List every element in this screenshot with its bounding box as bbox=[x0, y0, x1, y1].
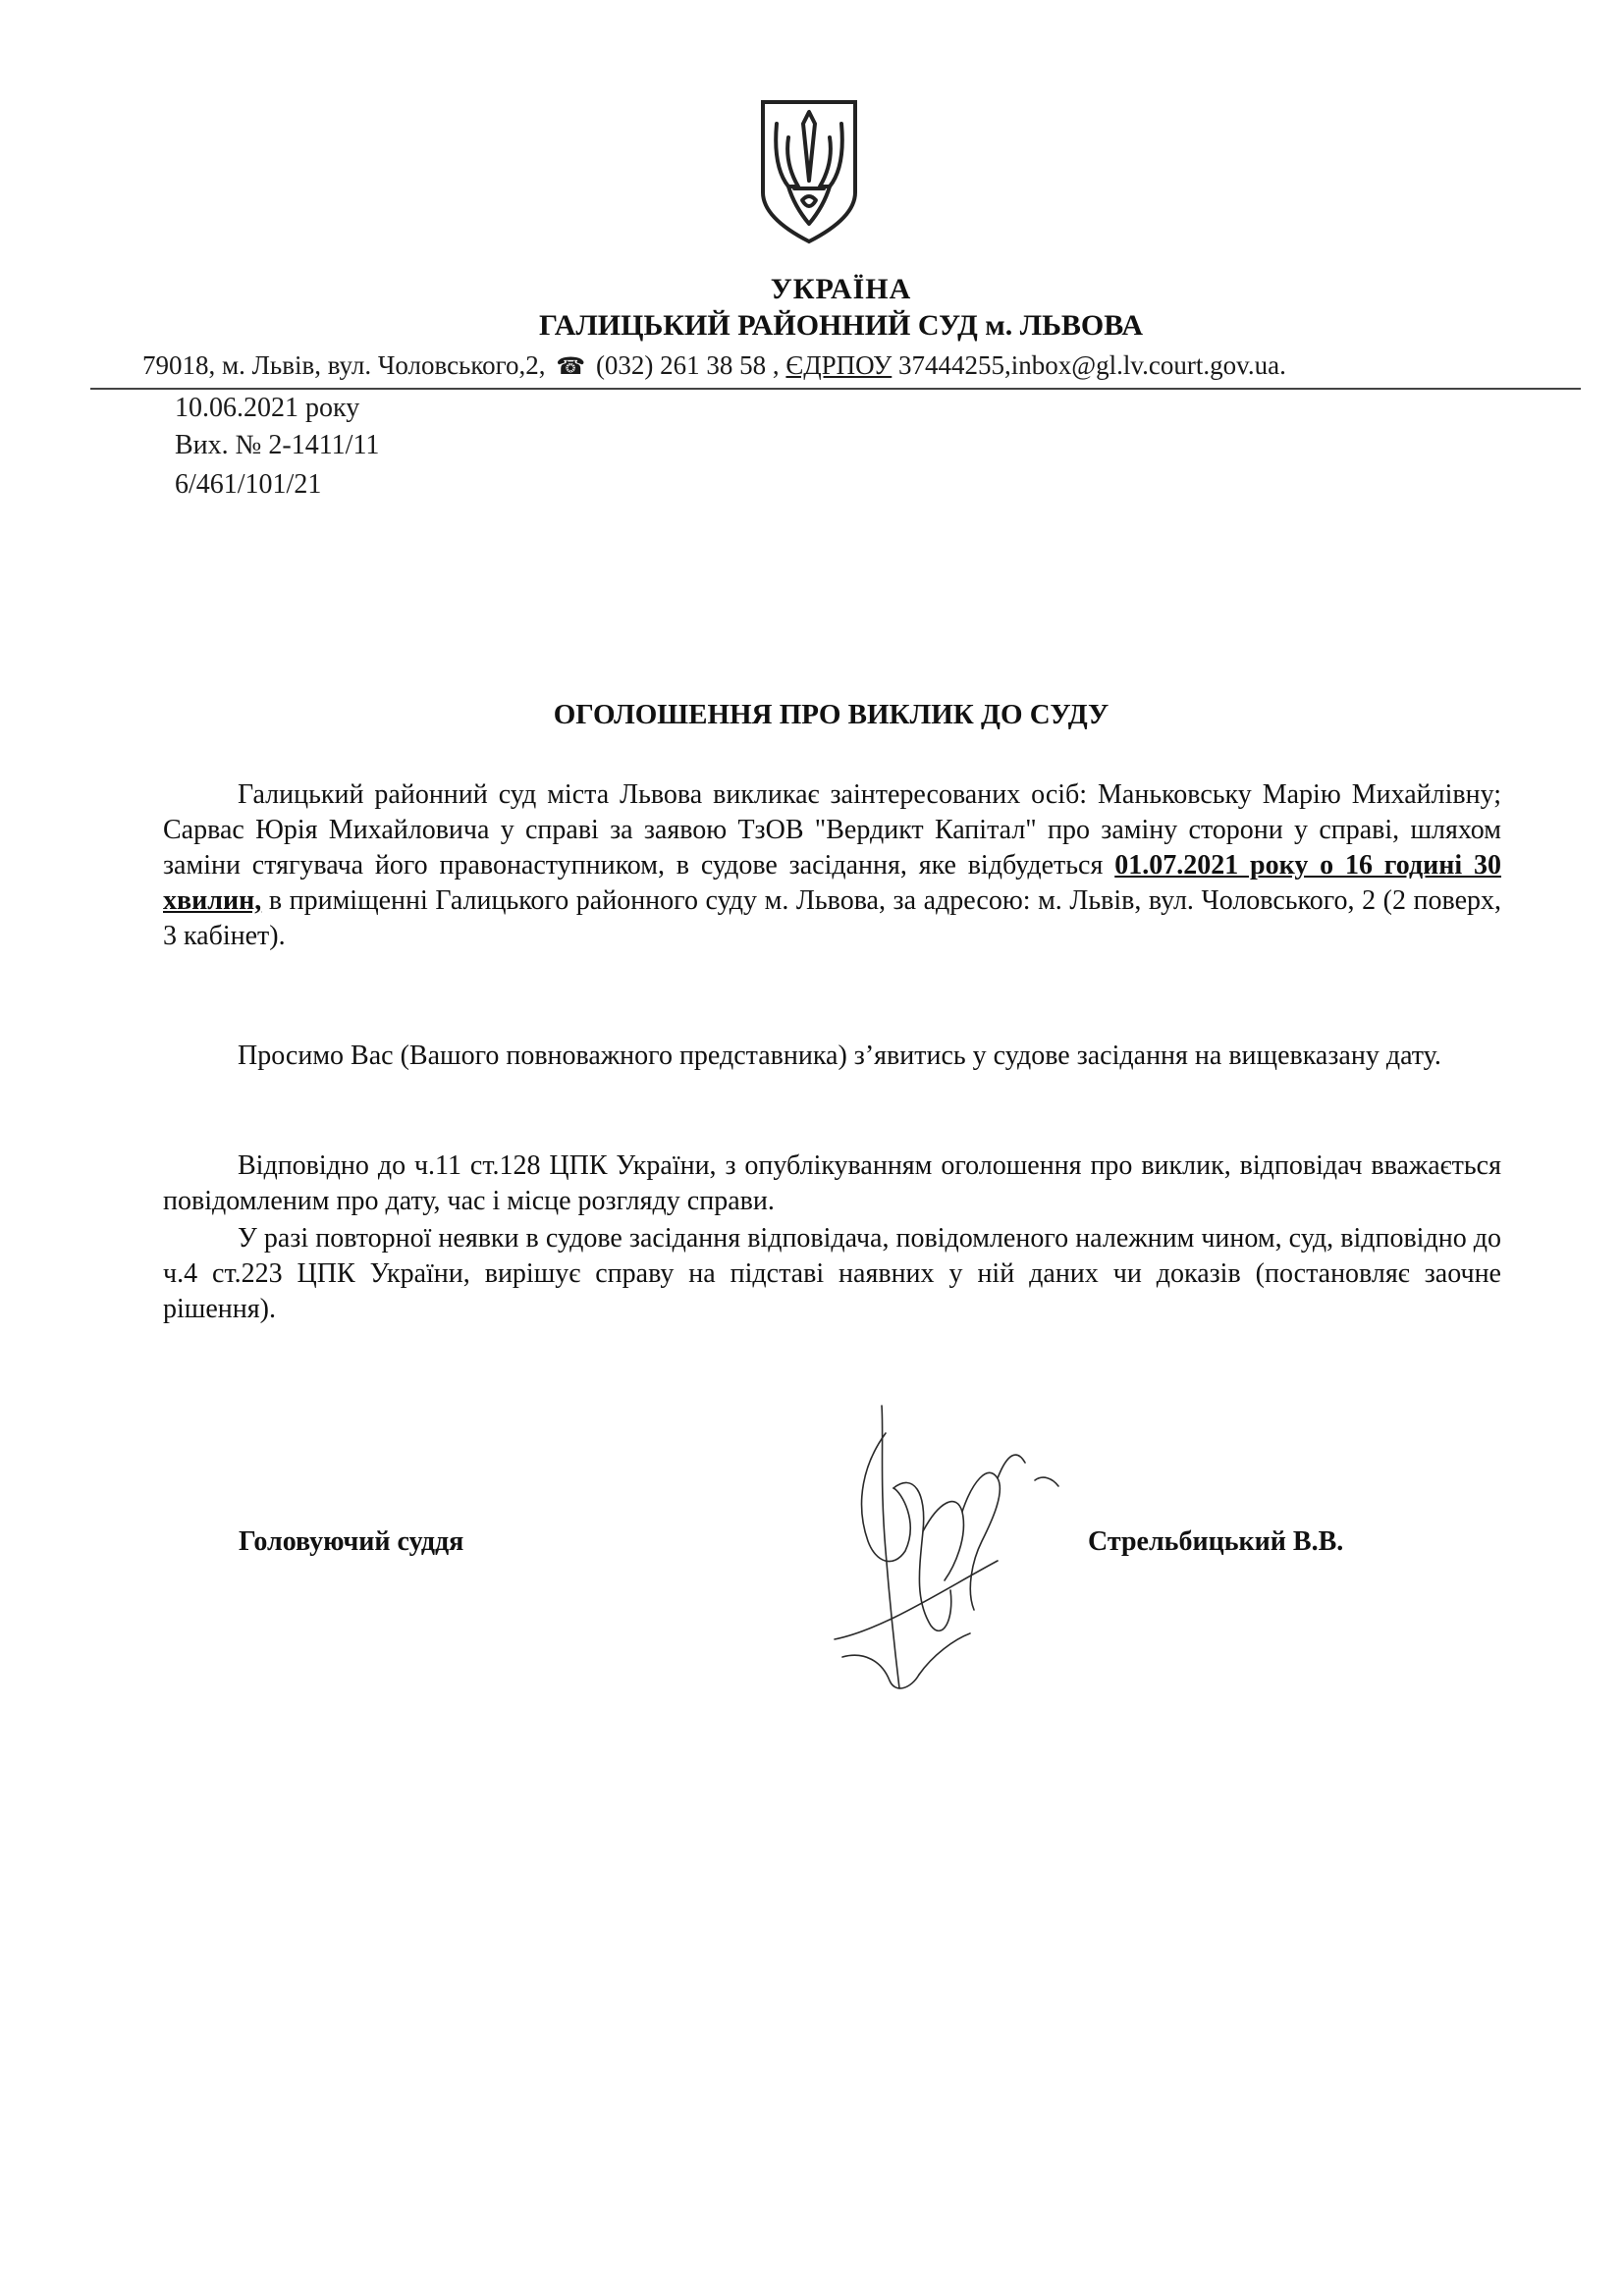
handwritten-signature-icon bbox=[825, 1394, 1080, 1718]
edrpou-email: 37444255,inbox@gl.lv.court.gov.ua. bbox=[898, 350, 1286, 380]
phone-number: (032) 261 38 58 , bbox=[595, 350, 780, 380]
paragraph-text bbox=[163, 777, 1501, 954]
request-text: Просимо Вас (Вашого повноважного представника) з’явитись у судове засідання на вищевказану дату. bbox=[238, 1041, 1441, 1071]
court-address-line bbox=[142, 350, 1286, 381]
notice-paragraph bbox=[163, 1148, 1501, 1219]
summons-paragraph bbox=[163, 777, 1501, 954]
phone-icon: ☎ bbox=[556, 354, 586, 380]
outgoing-number: Вих. № 2-1411/11 bbox=[175, 430, 380, 460]
absence-text: У разі повторної неявки в судове засідання відповідача, повідомленого належним чином, суд, відповідно до ч.4 ст.223 ЦПК України, вирішує справу на підставі наявних у ній даних чи доказів (постановляє заочне рішення). bbox=[163, 1223, 1501, 1324]
country-heading: УКРАЇНА bbox=[770, 273, 912, 305]
document-date: 10.06.2021 року bbox=[175, 393, 360, 423]
presiding-judge-label: Головуючий суддя bbox=[239, 1526, 464, 1557]
summons-text-a: Галицький районний суд міста Львова викликає заінтересованих осіб: Маньковську Марію Михайлівну; Сарвас Юрія Михайловича у справі за заявою ТзОВ "Вердикт Капітал" про заміну сторони у справі, шляхом заміни стягувача його правонаступником, в судове засідання, яке відбудеться bbox=[163, 779, 1501, 881]
trident-coat-of-arms-icon bbox=[755, 98, 863, 245]
hearing-datetime: 01.07.2021 року о 16 годині 30 хвилин, bbox=[163, 850, 1502, 916]
request-paragraph bbox=[163, 1039, 1501, 1074]
judge-name: Стрельбицький В.В. bbox=[1088, 1526, 1344, 1557]
summons-text-b: в приміщенні Галицького районного суду м. Львова, за адресою: м. Львів, вул. Чоловського, 2 (2 поверх, 3 кабінет). bbox=[163, 885, 1502, 951]
edrpou-label: ЄДРПОУ bbox=[785, 350, 893, 380]
address-street: 79018, м. Львів, вул. Чоловського,2, bbox=[142, 350, 546, 380]
absence-paragraph bbox=[163, 1221, 1501, 1327]
case-number: 6/461/101/21 bbox=[175, 469, 322, 500]
header-divider bbox=[90, 388, 1581, 390]
court-name: ГАЛИЦЬКИЙ РАЙОННИЙ СУД м. ЛЬВОВА bbox=[538, 309, 1144, 342]
notice-text: Відповідно до ч.11 ст.128 ЦПК України, з опублікуванням оголошення про виклик, відповідач вважається повідомленим про дату, час і місце розгляду справи. bbox=[163, 1150, 1501, 1216]
document-title: ОГОЛОШЕННЯ ПРО ВИКЛИК ДО СУДУ bbox=[553, 699, 1109, 730]
